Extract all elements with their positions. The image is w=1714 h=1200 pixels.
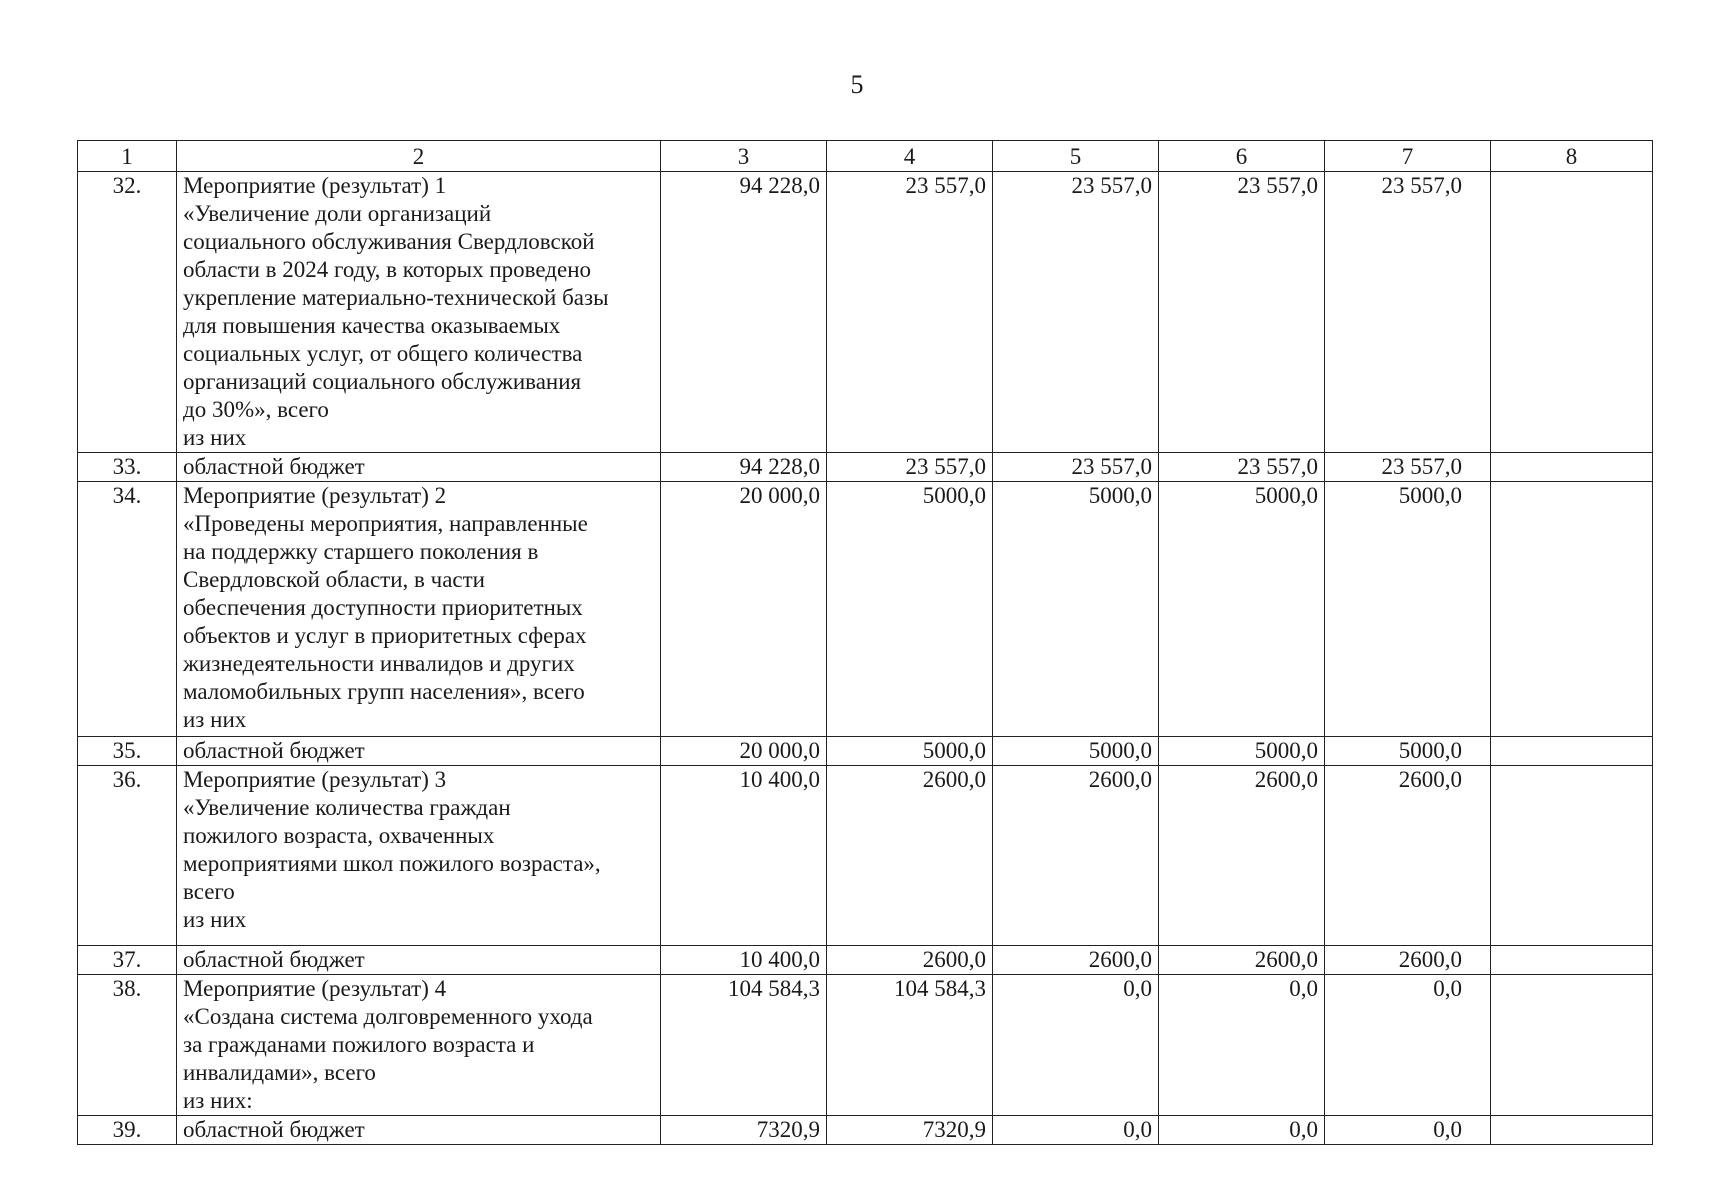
table-header-row [78,141,1653,172]
cell-col-5: 2600,0 [993,766,1159,946]
table-row [78,482,1653,737]
cell-col-4: 5000,0 [827,737,993,766]
cell-col-6: 2600,0 [1159,766,1325,946]
column-header: 5 [993,141,1159,172]
row-number: 37. [78,946,177,975]
table-row [78,946,1653,975]
description-line: области в 2024 году, в которых проведено [183,257,592,282]
description-line: организаций социального обслуживания [183,369,582,394]
row-number: 38. [78,975,177,1116]
description-line: за гражданами пожилого возраста и [183,1032,535,1057]
cell-col-8 [1491,737,1653,766]
description-line: Мероприятие (результат) 2 [183,483,447,508]
description-line: обеспечения доступности приоритетных [183,595,583,620]
column-header: 2 [177,141,661,172]
cell-col-6: 5000,0 [1159,482,1325,737]
description-line: Свердловской области, в части [183,567,485,592]
column-header: 6 [1159,141,1325,172]
cell-col-7: 23 557,0 [1325,453,1491,482]
table-row [78,172,1653,453]
cell-col-8 [1491,482,1653,737]
cell-col-5: 2600,0 [993,946,1159,975]
cell-col-4: 2600,0 [827,766,993,946]
cell-col-7: 2600,0 [1325,766,1491,946]
description-line: из них [183,907,247,932]
cell-col-4: 23 557,0 [827,172,993,453]
column-header: 8 [1491,141,1653,172]
cell-col-5: 5000,0 [993,482,1159,737]
row-number: 39. [78,1116,177,1145]
cell-col-3: 10 400,0 [661,946,827,975]
cell-col-5: 5000,0 [993,737,1159,766]
cell-col-3: 94 228,0 [661,453,827,482]
description-line: областной бюджет [183,738,365,763]
description-line: объектов и услуг в приоритетных сферах [183,623,587,648]
cell-col-4: 104 584,3 [827,975,993,1116]
cell-col-6: 23 557,0 [1159,172,1325,453]
cell-col-4: 7320,9 [827,1116,993,1145]
cell-col-3: 104 584,3 [661,975,827,1116]
cell-col-6: 23 557,0 [1159,453,1325,482]
budget-table [77,140,1653,1145]
table-row [78,975,1653,1116]
description-line: Мероприятие (результат) 3 [183,767,447,792]
cell-col-7: 5000,0 [1325,482,1491,737]
description-line: маломобильных групп населения», всего [183,679,585,704]
cell-col-6: 5000,0 [1159,737,1325,766]
row-description [177,975,661,1116]
cell-col-3: 20 000,0 [661,482,827,737]
row-description [177,172,661,453]
cell-col-7: 0,0 [1325,975,1491,1116]
row-number: 32. [78,172,177,453]
description-line: пожилого возраста, охваченных [183,823,495,848]
row-number: 35. [78,737,177,766]
cell-col-4: 5000,0 [827,482,993,737]
cell-col-3: 94 228,0 [661,172,827,453]
description-line: Мероприятие (результат) 1 [183,173,447,198]
cell-col-6: 0,0 [1159,1116,1325,1145]
column-header: 3 [661,141,827,172]
description-line: из них: [183,1088,253,1113]
row-description [177,737,661,766]
cell-col-4: 23 557,0 [827,453,993,482]
cell-col-8 [1491,172,1653,453]
table-row [78,453,1653,482]
column-header: 4 [827,141,993,172]
description-line: Мероприятие (результат) 4 [183,976,447,1001]
cell-col-4: 2600,0 [827,946,993,975]
cell-col-3: 20 000,0 [661,737,827,766]
cell-col-8 [1491,946,1653,975]
description-line: из них [183,707,247,732]
description-line: социального обслуживания Свердловской [183,229,595,254]
column-header: 7 [1325,141,1491,172]
table-row [78,766,1653,946]
description-line: «Увеличение количества граждан [183,795,511,820]
description-line: «Проведены мероприятия, направленные [183,511,588,536]
description-line: областной бюджет [183,454,365,479]
row-description [177,946,661,975]
row-number: 34. [78,482,177,737]
cell-col-7: 5000,0 [1325,737,1491,766]
description-line: из них [183,425,247,450]
cell-col-3: 10 400,0 [661,766,827,946]
description-line: инвалидами», всего [183,1060,376,1085]
row-description [177,482,661,737]
description-line: мероприятиями школ пожилого возраста», [183,851,601,876]
column-header: 1 [78,141,177,172]
description-line: социальных услуг, от общего количества [183,341,583,366]
page-number: 5 [850,70,864,99]
row-description [177,1116,661,1145]
cell-col-8 [1491,766,1653,946]
row-description [177,453,661,482]
description-line: областной бюджет [183,947,365,972]
cell-col-7: 23 557,0 [1325,172,1491,453]
description-line: всего [183,879,235,904]
cell-col-5: 0,0 [993,1116,1159,1145]
description-line: «Создана система долговременного ухода [183,1004,593,1029]
cell-col-3: 7320,9 [661,1116,827,1145]
cell-col-5: 23 557,0 [993,172,1159,453]
cell-col-7: 2600,0 [1325,946,1491,975]
description-line: областной бюджет [183,1117,365,1142]
description-line: на поддержку старшего поколения в [183,539,539,564]
description-line: для повышения качества оказываемых [183,313,561,338]
row-number: 33. [78,453,177,482]
cell-col-8 [1491,975,1653,1116]
table-row [78,737,1653,766]
cell-col-8 [1491,1116,1653,1145]
description-line: «Увеличение доли организаций [183,201,492,226]
cell-col-8 [1491,453,1653,482]
cell-col-5: 23 557,0 [993,453,1159,482]
cell-col-7: 0,0 [1325,1116,1491,1145]
row-description [177,766,661,946]
cell-col-5: 0,0 [993,975,1159,1116]
description-line: укрепление материально-технической базы [183,285,609,310]
table-row [78,1116,1653,1145]
description-line: жизнедеятельности инвалидов и других [183,651,575,676]
description-line: до 30%», всего [183,397,329,422]
row-number: 36. [78,766,177,946]
cell-col-6: 2600,0 [1159,946,1325,975]
cell-col-6: 0,0 [1159,975,1325,1116]
